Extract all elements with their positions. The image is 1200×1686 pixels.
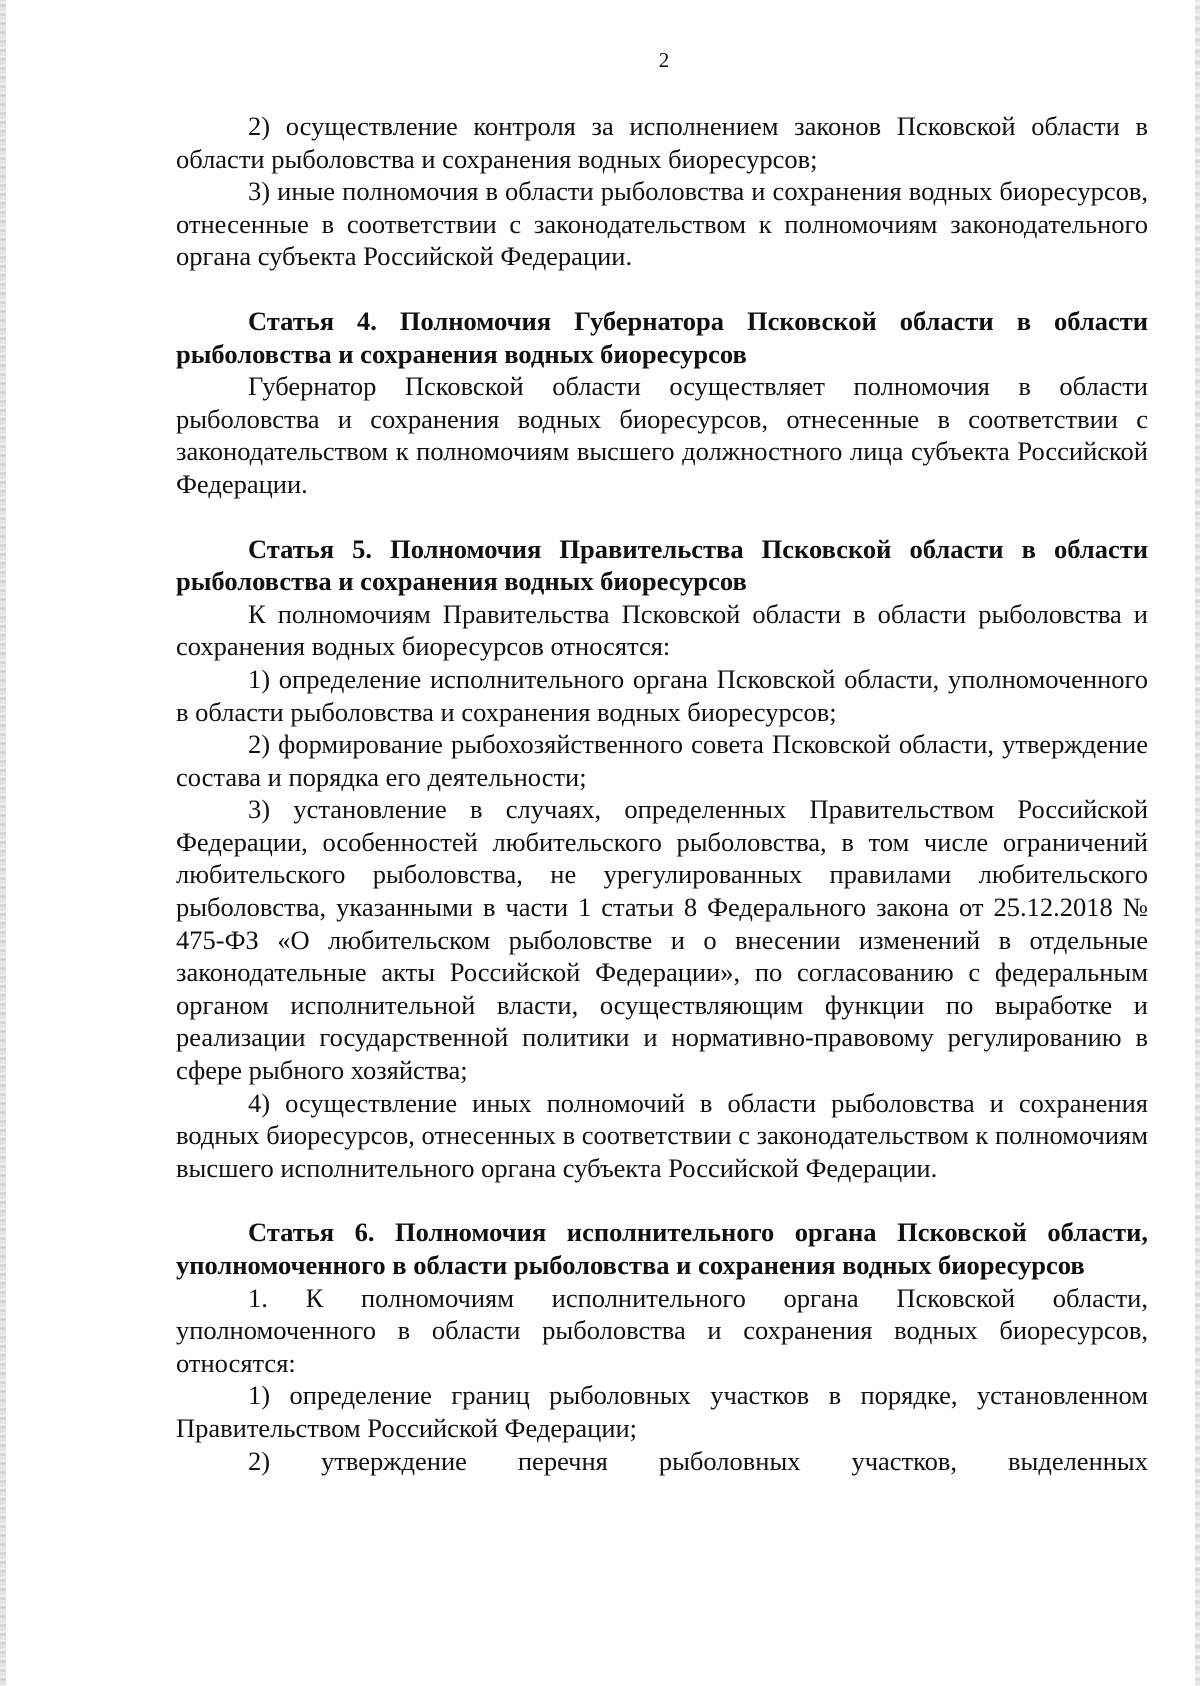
document-body xyxy=(176,110,1148,1477)
article-5-item-3: 3) установление в случаях, определенных Правительством Российской Федерации, особенностей любительского рыболовства, в том числе ограничений любительского рыболовства, не урегулированных правилами любительского рыболовства, указанными в части 1 статьи 8 Федерального закона от 25.12.2018 № 475-ФЗ «О любительском рыболовстве и о внесении изменений в отдельные законодательные акты Российской Федерации», по согласованию с федеральным органом исполнительной власти, осуществляющим функции по выработке и реализации государственной политики и нормативно-правовому регулированию в сфере рыбного хозяйства; xyxy=(176,794,1148,1086)
article-4-paragraph: Губернатор Псковской области осуществляет полномочия в области рыболовства и сохранения водных биоресурсов, отнесенные в соответствии с законодательством к полномочиям высшего должностного лица субъекта Российской Федерации. xyxy=(176,371,1148,499)
paragraph-intro-item-2: 2) осуществление контроля за исполнением законов Псковской области в области рыболовства и сохранения водных биоресурсов; xyxy=(176,111,1148,174)
article-6-paragraph-lead: 1. К полномочиям исполнительного органа Псковской области, уполномоченного в области рыболовства и сохранения водных биоресурсов, относятся: xyxy=(176,1282,1148,1378)
article-5-item-1: 1) определение исполнительного органа Псковской области, уполномоченного в области рыболовства и сохранения водных биоресурсов; xyxy=(176,663,1148,727)
scan-edge-right xyxy=(1195,0,1200,1686)
article-6-item-1: 1) определение границ рыболовных участков в порядке, установленном Правительством Российской Федерации; xyxy=(176,1380,1148,1443)
section-gap xyxy=(176,1184,1148,1216)
article-6-title: Статья 6. Полномочия исполнительного органа Псковской области, уполномоченного в области рыболовства и сохранения водных биоресурсов xyxy=(176,1217,1148,1280)
article-5-item-2: 2) формирование рыбохозяйственного совета Псковской области, утверждение состава и порядка его деятельности; xyxy=(176,729,1148,792)
article-4-title: Статья 4. Полномочия Губернатора Псковской области в области рыболовства и сохранения водных биоресурсов xyxy=(176,305,1148,369)
scan-edge-left xyxy=(0,0,6,1686)
section-gap xyxy=(176,501,1148,533)
article-6-item-2: 2) утверждение перечня рыболовных участков, выделенных xyxy=(248,1445,1148,1476)
article-5-paragraph-lead: К полномочиям Правительства Псковской области в области рыболовства и сохранения водных биоресурсов относятся: xyxy=(176,598,1148,662)
article-5-title: Статья 5. Полномочия Правительства Псковской области в области рыболовства и сохранения водных биоресурсов xyxy=(176,533,1148,597)
article-5-item-4: 4) осуществление иных полномочий в области рыболовства и сохранения водных биоресурсов, отнесенных в соответствии с законодательством к полномочиям высшего исполнительного органа субъекта Российской Федерации. xyxy=(176,1087,1148,1183)
paragraph-intro-item-3: 3) иные полномочия в области рыболовства и сохранения водных биоресурсов, отнесенные в соответствии с законодательством к полномочиям законодательного органа субъекта Российской Федерации. xyxy=(176,176,1148,272)
page-number: 2 xyxy=(658,48,670,72)
section-gap xyxy=(176,273,1148,305)
